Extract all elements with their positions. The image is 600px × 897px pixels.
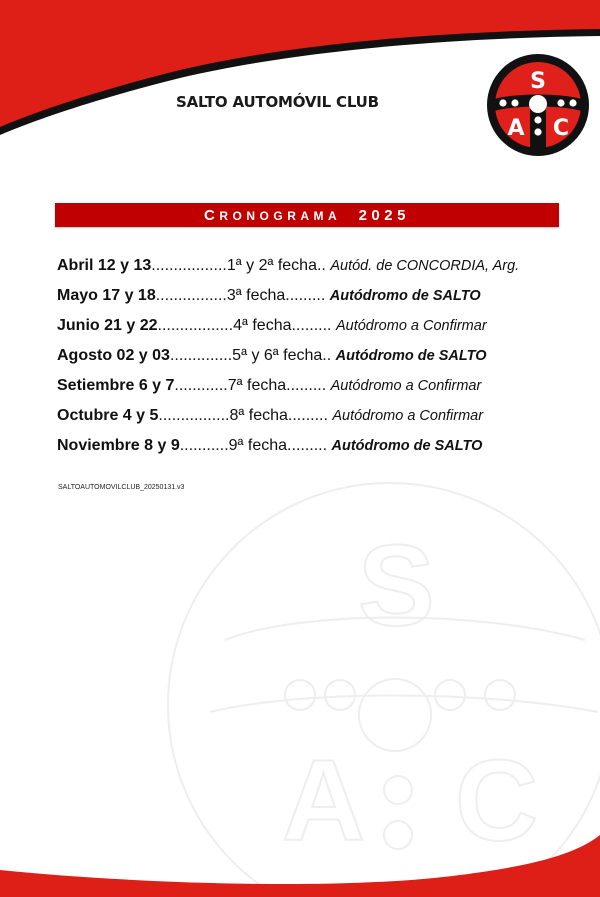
- club-name: SALTO AUTOMÓVIL CLUB: [176, 93, 379, 111]
- schedule-row: [57, 347, 597, 377]
- leader-dots: ...........: [179, 437, 229, 454]
- logo-letter-c: C: [552, 116, 570, 141]
- event-venue: Autódromo de SALTO: [335, 348, 487, 364]
- event-venue: Autódromo de SALTO: [331, 438, 483, 454]
- event-venue: Autód. de CONCORDIA, Arg.: [330, 258, 520, 274]
- leader-dots: ................: [155, 287, 227, 304]
- event-round: 1ª y 2ª fecha: [226, 257, 317, 274]
- leader-dots: ..: [322, 347, 332, 364]
- event-venue: Autódromo de SALTO: [329, 288, 481, 304]
- event-date: Abril 12 y 13: [57, 257, 152, 274]
- title-year: 2025: [358, 206, 410, 224]
- title-banner: [55, 203, 559, 227]
- event-round: 3ª fecha: [226, 287, 286, 304]
- schedule-row: [57, 257, 597, 287]
- leader-dots: ................: [158, 407, 230, 424]
- event-date: Agosto 02 y 03: [57, 347, 170, 364]
- event-round: 5ª y 6ª fecha: [232, 347, 323, 364]
- schedule-row: [57, 377, 597, 407]
- schedule-row: [57, 287, 597, 317]
- leader-dots: .........: [291, 317, 332, 334]
- title-initial: C: [204, 206, 220, 224]
- document-version: SALTOAUTOMOVILCLUB_20250131.v3: [58, 484, 185, 491]
- schedule-row: [57, 317, 597, 347]
- watermark-logo: [168, 483, 600, 897]
- event-date: Setiembre 6 y 7: [57, 377, 175, 394]
- leader-dots: ..............: [169, 347, 233, 364]
- schedule-list: [57, 257, 597, 467]
- sac-logo: [486, 53, 590, 157]
- event-date: Junio 21 y 22: [57, 317, 158, 334]
- event-date: Octubre 4 y 5: [57, 407, 159, 424]
- event-round: 7ª fecha: [227, 377, 287, 394]
- leader-dots: ............: [174, 377, 228, 394]
- page-title: [204, 207, 410, 224]
- schedule-row: [57, 437, 597, 467]
- logo-letter-a: A: [507, 116, 525, 141]
- event-round: 4ª fecha: [233, 317, 292, 334]
- leader-dots: .................: [151, 257, 227, 274]
- logo-letter-s: S: [530, 69, 546, 94]
- leader-dots: ..: [316, 257, 326, 274]
- event-round: 8ª fecha: [229, 407, 288, 424]
- svg-text:C: C: [455, 737, 539, 865]
- leader-dots: .........: [287, 437, 328, 454]
- title-rest: RONOGRAMA: [219, 208, 342, 223]
- event-round: 9ª fecha: [228, 437, 288, 454]
- event-venue: Autódromo a Confirmar: [335, 318, 487, 334]
- event-date: Mayo 17 y 18: [57, 287, 156, 304]
- event-venue: Autódromo a Confirmar: [330, 378, 482, 394]
- schedule-row: [57, 407, 597, 437]
- event-venue: Autódromo a Confirmar: [332, 408, 484, 424]
- leader-dots: .................: [157, 317, 234, 334]
- leader-dots: .........: [287, 407, 328, 424]
- svg-text:S: S: [358, 522, 435, 650]
- event-date: Noviembre 8 y 9: [57, 437, 180, 454]
- leader-dots: .........: [285, 287, 326, 304]
- svg-text:A: A: [282, 737, 366, 865]
- leader-dots: .........: [286, 377, 327, 394]
